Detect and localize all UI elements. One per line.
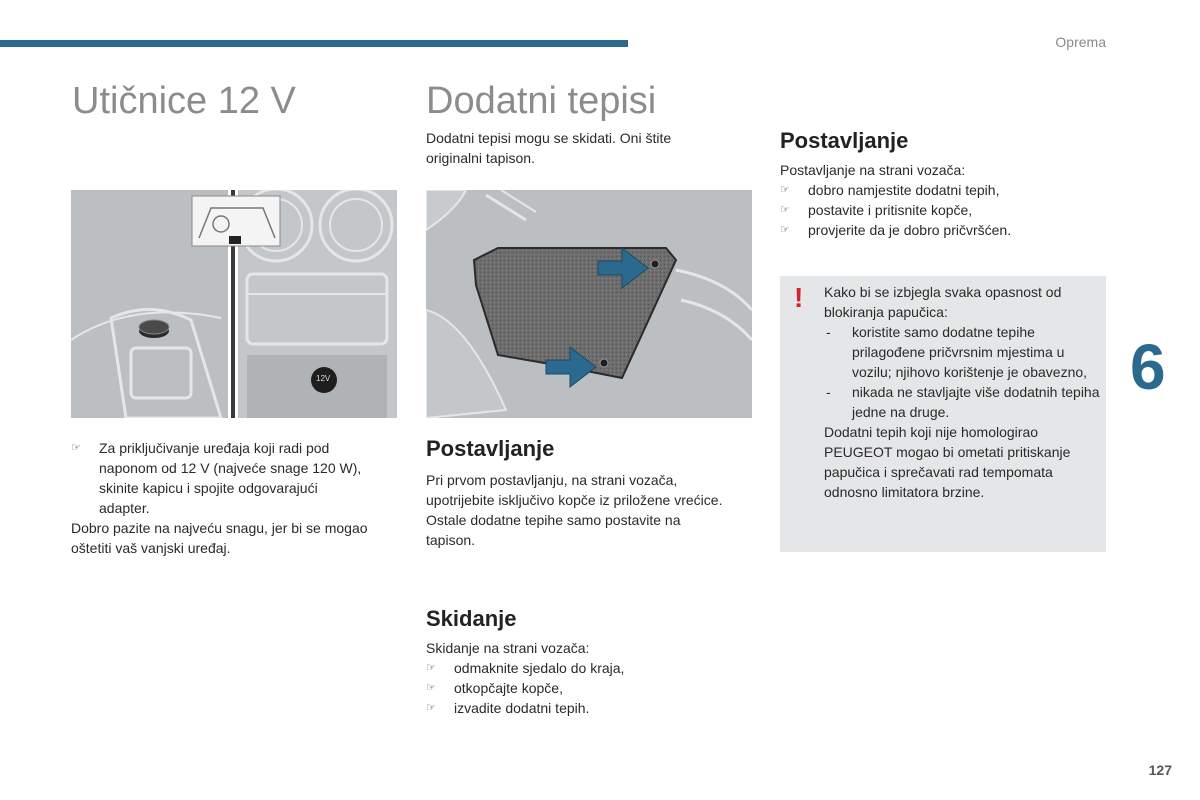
warning-icon: ! [794,282,804,313]
right-install-text: Postavljanje na strani vozača: ☞ dobro namjestite dodatni tepih, ☞ postavite i pritisnite kopče, ☞ provjerite da je dobro pričvršćen. [780,160,1100,240]
section-label: Oprema [1055,34,1106,50]
list-item: ☞ provjerite da je dobro pričvršćen. [780,222,1012,238]
hand-pointer-icon: ☞ [426,662,436,674]
socket-label: 12V [316,374,331,383]
sockets-title: Utičnice 12 V [72,80,296,122]
header-bar [0,40,628,47]
list-item: ☞ dobro namjestite dodatni tepih, [780,182,1000,198]
socket-illustration [71,190,397,418]
mats-title: Dodatni tepisi [426,80,657,122]
list-item: - koristite samo dodatne tepihe prilagođene pričvrsnim mjestima u vozilu; njihovo korištenje je obavezno, [826,324,1088,380]
list-item: ☞ otkopčajte kopče, [426,680,563,696]
hand-pointer-icon: ☞ [426,702,436,714]
remove-text: Skidanje na strani vozača: ☞ odmaknite sjedalo do kraja, ☞ otkopčajte kopče, ☞ izvadite dodatni tepih. [426,638,726,718]
floor-mat-illustration [426,190,752,418]
hand-pointer-icon: ☞ [780,224,790,236]
hand-pointer-icon: ☞ [426,682,436,694]
chapter-number: 6 [1130,331,1166,403]
list-item: - nikada ne stavljajte više dodatnih tepiha jedne na druge. [826,384,1100,420]
remove-heading: Skidanje [426,606,517,631]
install-heading: Postavljanje [426,436,555,461]
right-install-heading: Postavljanje [780,128,909,153]
hand-pointer-icon: ☞ [780,204,790,216]
list-item: ☞ odmaknite sjedalo do kraja, [426,660,625,676]
install-text: Pri prvom postavljanju, na strani vozača, upotrijebite isključivo kopče iz priložene vrećice. Ostale dodatne tepihe samo postavite na tapison. [426,472,723,548]
sockets-note: Dobro pazite na najveću snagu, jer bi se mogao oštetiti vaš vanjski uređaj. [71,520,368,556]
hand-pointer-icon: ☞ [780,184,790,196]
mats-intro: Dodatni tepisi mogu se skidati. Oni štite originalni tapison. [426,130,672,166]
list-item: ☞ Za priključivanje uređaja koji radi pod naponom od 12 V (najveće snage 120 W), skinite kapicu i spojite odgovarajući adapter. [71,440,362,516]
warning-text: Kako bi se izbjegla svaka opasnost od blokiranja papučica: - koristite samo dodatne tepihe prilagođene pričvrsnim mjestima u vozilu; njihovo korištenje je obavezno, - nikada ne stavljajte više dodatnih tepiha jedne na druge. Dodatni tepih koji nije homologirao PEUGEOT mogao bi ometati pritiskanje papučica i sprečavati rad tempomata odnosno limitatora brzine. [824,284,1100,500]
hand-pointer-icon: ☞ [71,442,81,454]
list-item: ☞ izvadite dodatni tepih. [426,700,590,716]
sockets-text [71,438,371,558]
warning-box [780,276,1106,552]
list-item: ☞ postavite i pritisnite kopče, [780,202,973,218]
page-number: 127 [1148,762,1172,778]
